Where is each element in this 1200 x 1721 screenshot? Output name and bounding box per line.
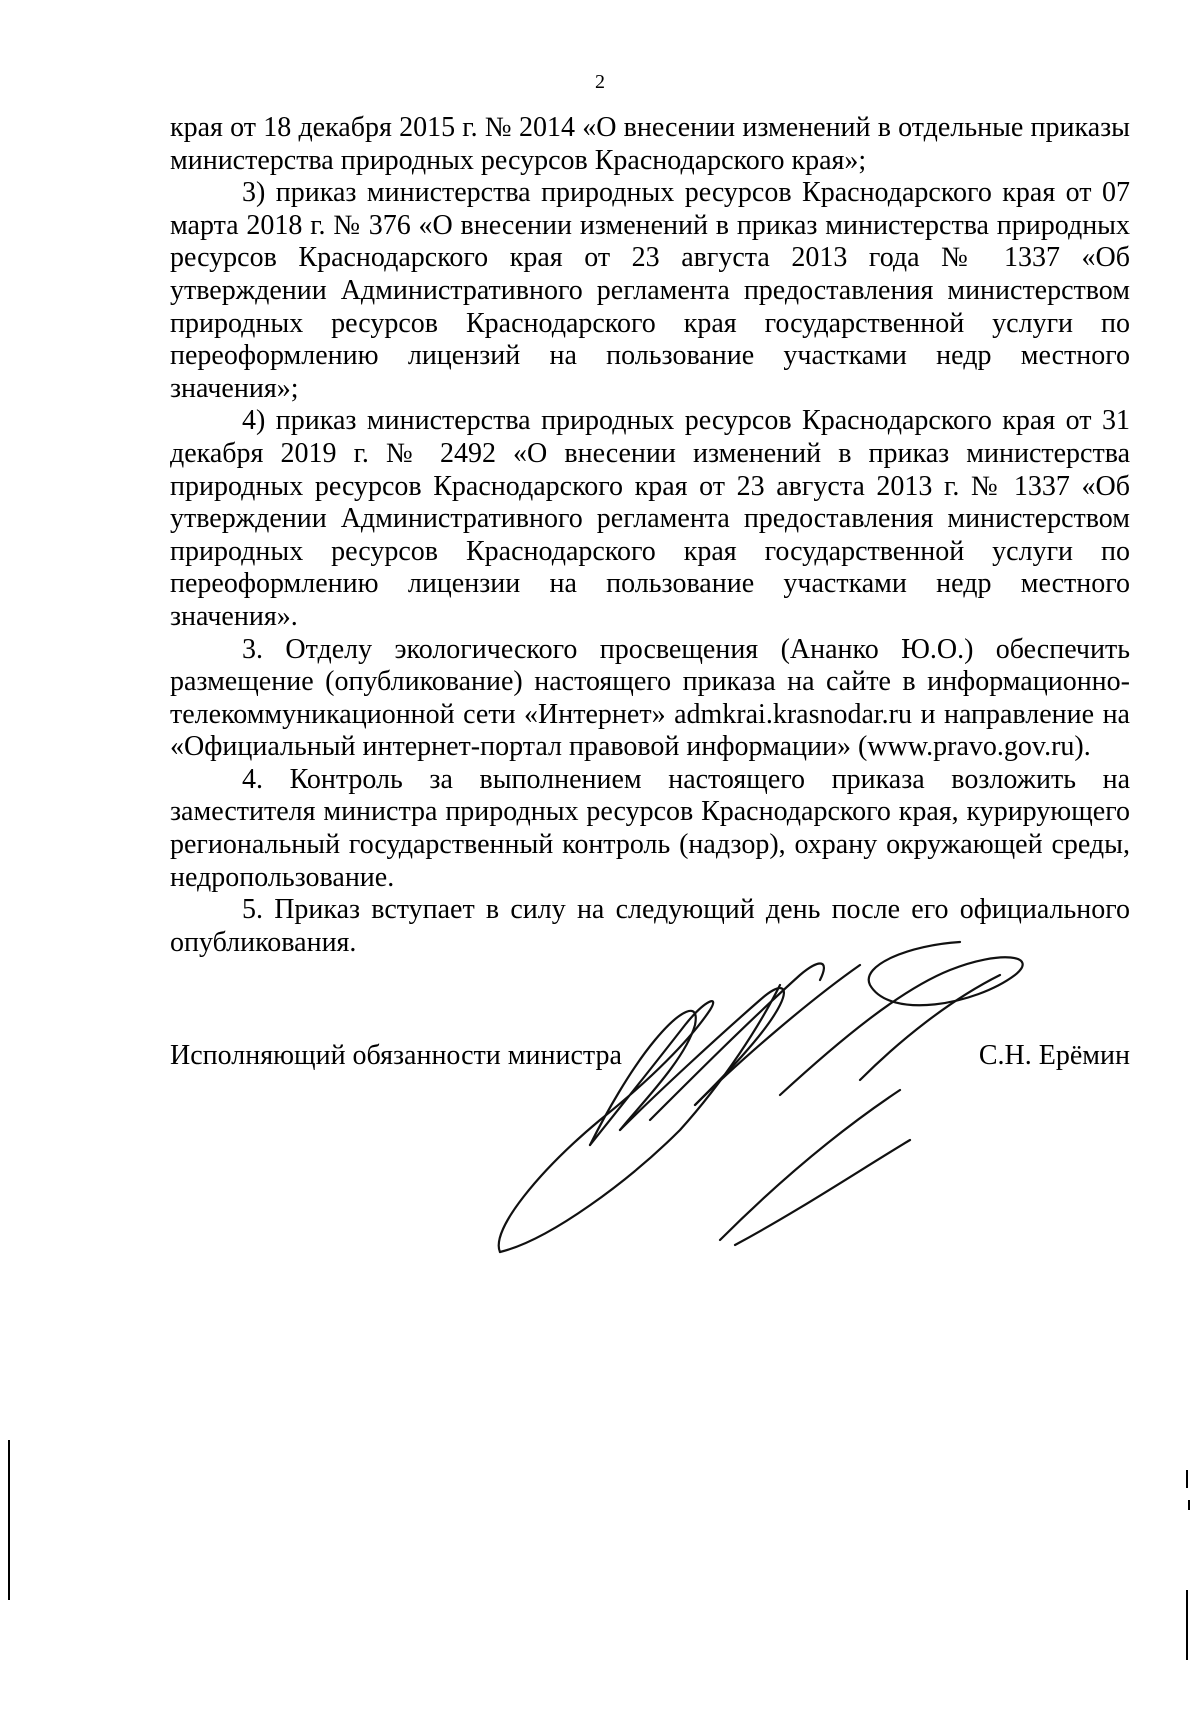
handwritten-signature <box>480 930 1120 1270</box>
scan-edge-mark-left <box>8 1440 10 1600</box>
paragraph-continuation: края от 18 декабря 2015 г. № 2014 «О внесении изменений в отдельные приказы министерства природных ресурсов Краснодарского края»; <box>170 112 1130 176</box>
paragraph-clause-5: 5. Приказ вступает в силу на следующий день после его официального опубликования. <box>170 894 1130 958</box>
paragraph-item-3: 3) приказ министерства природных ресурсов Краснодарского края от 07 марта 2018 г. № 376 «О внесении изменений в приказ министерства природных ресурсов Краснодарского края от 23 августа 2013 года № 1337 «Об утверждении Административного регламента предоставления министерством природных ресурсов Краснодарского края государственной услуги по переоформлению лицензий на пользование участками недр местного значения»; <box>170 177 1130 404</box>
paragraph-item-4: 4) приказ министерства природных ресурсов Краснодарского края от 31 декабря 2019 г. № 2492 «О внесении изменений в приказ министерства природных ресурсов Краснодарского края от 23 августа 2013 г. № 1337 «Об утверждении Административного регламента предоставления министерством природных ресурсов Краснодарского края государственной услуги по переоформлению лицензии на пользование участками недр местного значения». <box>170 405 1130 632</box>
scan-edge-mark-right-1 <box>1186 1470 1188 1488</box>
document-body <box>170 112 1130 959</box>
scan-edge-mark-right-2 <box>1188 1500 1190 1510</box>
paragraph-clause-4: 4. Контроль за выполнением настоящего приказа возложить на заместителя министра природных ресурсов Краснодарского края, курирующего региональный государственный контроль (надзор), охрану окружающей среды, недропользование. <box>170 763 1130 893</box>
signatory-name: С.Н. Ерёмин <box>978 1040 1130 1071</box>
scan-edge-mark-right-3 <box>1186 1590 1188 1660</box>
paragraph-clause-3: 3. Отделу экологического просвещения (Ананко Ю.О.) обеспечить размещение (опубликование) настоящего приказа на сайте в информационно-телекоммуникационной сети «Интернет» admkrai.krasnodar.ru и направление на «Официальный интернет-портал правовой информации» (www.pravo.gov.ru). <box>170 633 1130 763</box>
signatory-title: Исполняющий обязанности министра <box>170 1040 622 1071</box>
page-number: 2 <box>595 71 605 93</box>
